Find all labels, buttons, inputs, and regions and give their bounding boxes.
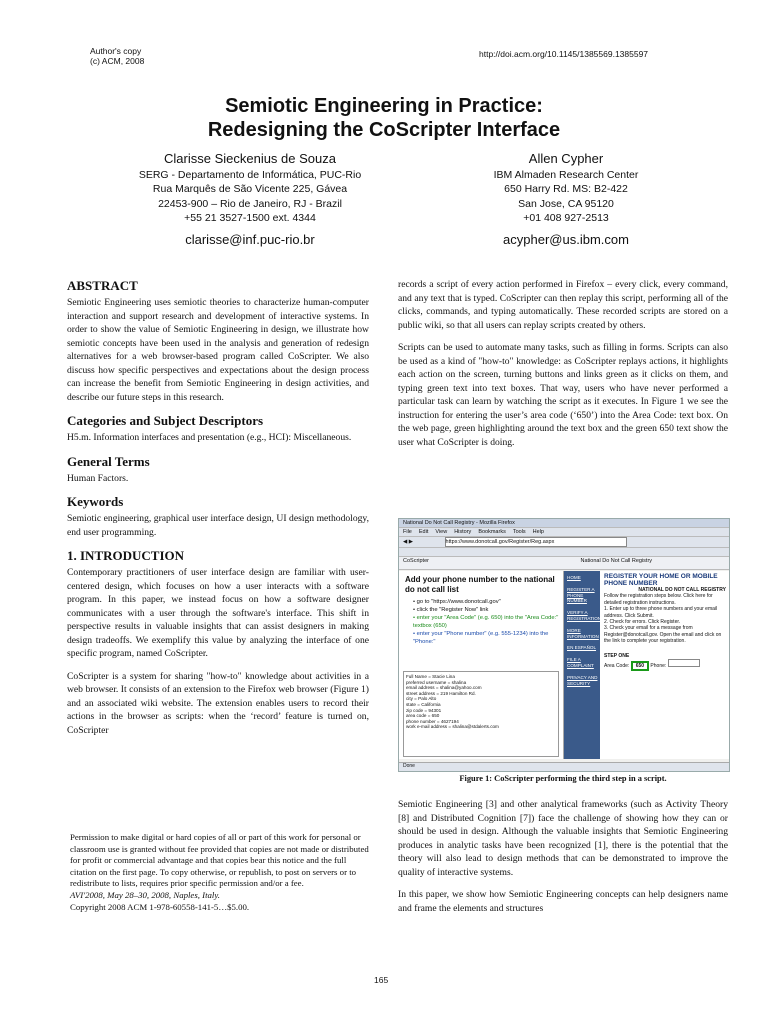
author-name: Allen Cypher [528, 151, 604, 166]
left-column [67, 278, 369, 746]
area-code-row [604, 659, 726, 671]
dnc-logo: NATIONAL DO NOT CALL REGISTRY [638, 587, 726, 593]
nav-link[interactable]: EN ESPAÑOL [567, 645, 597, 651]
url-bar[interactable]: https://www.donotcall.gov/Register/Reg.aspx [445, 537, 627, 547]
author-address: Rua Marquês de São Vicente 225, Gávea [152, 183, 348, 196]
menu-help[interactable]: Help [532, 529, 544, 535]
paper-title [0, 94, 768, 142]
right-paragraph-2: Scripts can be used to automate many tasks, such as filling in forms. Scripts can also be used as a kind of "how-to" knowledge: as CoScripter replays actions, it highlights each action on the screen, turning buttons and links green as it clicks on them, and typing green text into text boxes. That way, users who have never performed a particular task can learn by watching the script as it executes. In Figure 1 we see the instruction for entering the user’s area code (‘650’) into the Area Code: text box. On the web page, green highlighting around the text box and the green 650 text show the user what CoScripter is doing. [398, 342, 728, 448]
author-email[interactable]: clarisse@inf.puc-rio.br [185, 232, 315, 248]
db-line: preferred username = shalina [406, 679, 467, 685]
nav-toolbar [399, 537, 730, 548]
menu-bar [399, 528, 730, 537]
nav-link[interactable]: REGISTER A PHONE NUMBER [567, 586, 595, 604]
web-page-content [564, 571, 729, 759]
registration-step: 3. Check your email for a message from Register@donotcall.gov. Open the email and click on the link to complete your registration. [604, 625, 722, 645]
intro-paragraph-1: Contemporary practitioners of user interface design are familiar with user-centered design, which focuses on how a user interacts with a software program. In this paper, we instead focus on how a software designer communicates with a user through the software's interface. This shift in perspective results in valuable insights that can assist designers in making design tradeoffs. We exemplify this value by analyzing the interface of one specific program, named CoScripter. [67, 567, 369, 659]
status-bar [399, 762, 730, 771]
author-phone: +55 21 3527-1500 ext. 4344 [184, 211, 316, 224]
keywords-heading: Keywords [67, 494, 124, 509]
permission-text: Permission to make digital or hard copies of all or part of this work for personal or classroom use is granted without fee provided that copies are not made or distributed for profit or commercial advantage and that copies bear this notice and the full citation on the first page. To copy otherwise, or republish, to post on servers or to redistribute to lists, requires prior specific permission and/or a fee. [70, 832, 369, 889]
coscripter-sidebar [399, 571, 564, 759]
window-title: National Do Not Call Registry - Mozilla Firefox [403, 520, 515, 526]
general-terms-text: Human Factors. [67, 472, 129, 484]
tab-label[interactable]: National Do Not Call Registry [580, 558, 653, 564]
registration-step: 1. Enter up to three phone numbers and your email address. Click Submit. [604, 606, 718, 619]
script-step: • go to "https://www.donotcall.gov" [413, 599, 501, 605]
step-one-label: STEP ONE [604, 652, 630, 659]
copy-line-1: Author's copy [90, 46, 142, 56]
db-line: zip code = 94301 [406, 707, 442, 713]
abstract-text: Semiotic Engineering uses semiotic theories to characterize human-computer interaction and support research and development of interactive systems. In order to show the value of Semiotic Engineering in design, we illustrate how semiotic concepts have been used in the analysis and generation of redesign alternatives for a web browser-based program called CoScripter. We also discuss how specific perspectives and expectations about the design process can increase the benefit from Semiotic Engineering in design activities, and describe our future steps in this research. [67, 297, 369, 403]
db-line: area code = 650 [406, 713, 440, 719]
author-block-2 [398, 150, 734, 247]
bookmarks-toolbar [399, 548, 730, 557]
window-titlebar [399, 519, 730, 528]
forward-icon[interactable]: ▶ [408, 539, 413, 545]
copyright-line: Copyright 2008 ACM 1-978-60558-141-5…$5.00. [70, 901, 250, 912]
title-line-2: Redesigning the CoScripter Interface [207, 119, 561, 141]
author-phone: +01 408 927-2513 [523, 211, 609, 224]
nav-link[interactable]: HOME [567, 575, 581, 580]
intro-heading: 1. INTRODUCTION [67, 548, 185, 563]
task-title: Add your phone number to the national do not call list [405, 575, 555, 594]
right-paragraph-4: In this paper, we show how Semiotic Engineering concepts can help designers name and frame the elements and structures [398, 889, 728, 914]
doi-link[interactable]: http://doi.acm.org/10.1145/1385569.1385597 [479, 49, 649, 59]
right-column-top [398, 278, 728, 458]
intro-paragraph-2: CoScripter is a system for sharing "how-to" knowledge about activities in a web browser. It consists of an extension to the Firefox web browser (Figure 1) and an associated wiki website. The extension enables users to record their actions in the browser as scripts: when the ‘record’ feature is turned on, CoScripter [67, 670, 369, 736]
figure-1-screenshot [398, 518, 730, 772]
nav-link[interactable]: VERIFY A REGISTRATION [567, 610, 602, 621]
categories-heading: Categories and Subject Descriptors [67, 413, 264, 428]
coscripter-panel-title: CoScripter [403, 558, 429, 564]
author-city: 22453-900 – Rio de Janeiro, RJ - Brazil [158, 197, 342, 210]
authors-copy-note [90, 46, 144, 66]
db-line: city = Palo Alto [406, 696, 437, 702]
db-line: street address = 219 Hamilton Rd. [406, 690, 476, 696]
personal-database[interactable] [403, 671, 559, 757]
db-line: email address = shalina@yahoo.com [406, 685, 482, 691]
author-email[interactable]: acypher@us.ibm.com [503, 232, 629, 248]
nav-link[interactable]: FILE A COMPLAINT [567, 657, 594, 668]
author-name: Clarisse Sieckenius de Souza [164, 151, 336, 166]
author-affiliation: IBM Almaden Research Center [493, 169, 639, 181]
registration-header: REGISTER YOUR HOME OR MOBILE PHONE NUMBER [604, 573, 718, 587]
registration-content [604, 573, 726, 671]
abstract-heading: ABSTRACT [67, 278, 138, 293]
db-line: state = California [406, 701, 441, 707]
author-address: 650 Harry Rd. MS: B2-422 [504, 183, 628, 196]
venue-line: AVI'2008, May 28–30, 2008, Naples, Italy. [70, 889, 220, 900]
db-line: Full Name = Stacie Lina [406, 674, 455, 679]
menu-bookmarks[interactable]: Bookmarks [478, 529, 506, 535]
status-text: Done [403, 763, 415, 769]
sidebar-header [399, 557, 730, 570]
author-city: San Jose, CA 95120 [518, 197, 614, 210]
right-column-bottom [398, 798, 728, 924]
permission-notice [70, 832, 370, 913]
script-step: • click the "Register Now" link [413, 607, 489, 613]
copy-line-2: (c) ACM, 2008 [90, 56, 145, 66]
menu-view[interactable]: View [435, 529, 448, 535]
script-step: • enter your "Phone number" (e.g. 555-1234) into the "Phone:" [413, 631, 549, 645]
area-code-input[interactable]: 650 [631, 661, 649, 671]
phone-label: Phone: [650, 663, 667, 670]
nav-link[interactable]: MORE INFORMATION [567, 627, 599, 639]
figure-caption: Figure 1: CoScripter performing the third step in a script. [459, 774, 667, 783]
nav-link[interactable]: PRIVACY AND SECURITY [567, 674, 598, 686]
right-paragraph-3: Semiotic Engineering [3] and other analytical frameworks (such as Activity Theory [8] and Distributed Cognition [7]) face the challenge of showing how they can or should be used in design. Although the valuable insights that Semiotic Engineering produces in analytic tasks have been recognized [1], there is the potential that the theory will also lead to design methods that can be demonstrated to improve the quality of interactive systems. [398, 799, 728, 878]
menu-edit[interactable]: Edit [418, 529, 429, 535]
phone-input[interactable] [668, 659, 700, 667]
menu-history[interactable]: History [454, 529, 472, 535]
general-terms-heading: General Terms [67, 453, 150, 469]
script-step-current: • enter your "Area Code" (e.g. 650) into the "Area Code:" textbox (650) [413, 615, 559, 629]
author-affiliation: SERG - Departamento de Informática, PUC-Rio [138, 169, 362, 181]
title-line-1: Semiotic Engineering in Practice: [225, 95, 543, 117]
page-number: 165 [374, 975, 389, 985]
right-paragraph-1: records a script of every action performed in Firefox – every click, every command, and any text that is typed. CoScripter can then replay this script, performing all of the clicks, commands, and typing automatically. These recorded scripts are stored on a public wiki, so that all users can replay scripts created by others. [398, 279, 728, 331]
keywords-text: Semiotic engineering, graphical user interface design, UI design methodology, end user programming. [67, 513, 369, 538]
author-block-1 [70, 150, 430, 247]
registration-step: 2. Check for errors. Click Register. [604, 619, 681, 626]
db-line: phone number = 4627194 [406, 718, 459, 724]
menu-file[interactable]: File [403, 529, 412, 535]
area-code-label: Area Code: [604, 663, 630, 670]
back-icon[interactable]: ◀ [403, 539, 408, 545]
registration-intro: Follow the registration steps below. Click here for detailed registration instructions. [604, 593, 713, 606]
categories-text: H5.m. Information interfaces and presentation (e.g., HCI): Miscellaneous. [67, 432, 352, 443]
site-navigation [564, 571, 600, 759]
menu-tools[interactable]: Tools [512, 529, 526, 535]
db-line: work e-mail address = shalina@stdalerts.com [406, 724, 499, 730]
